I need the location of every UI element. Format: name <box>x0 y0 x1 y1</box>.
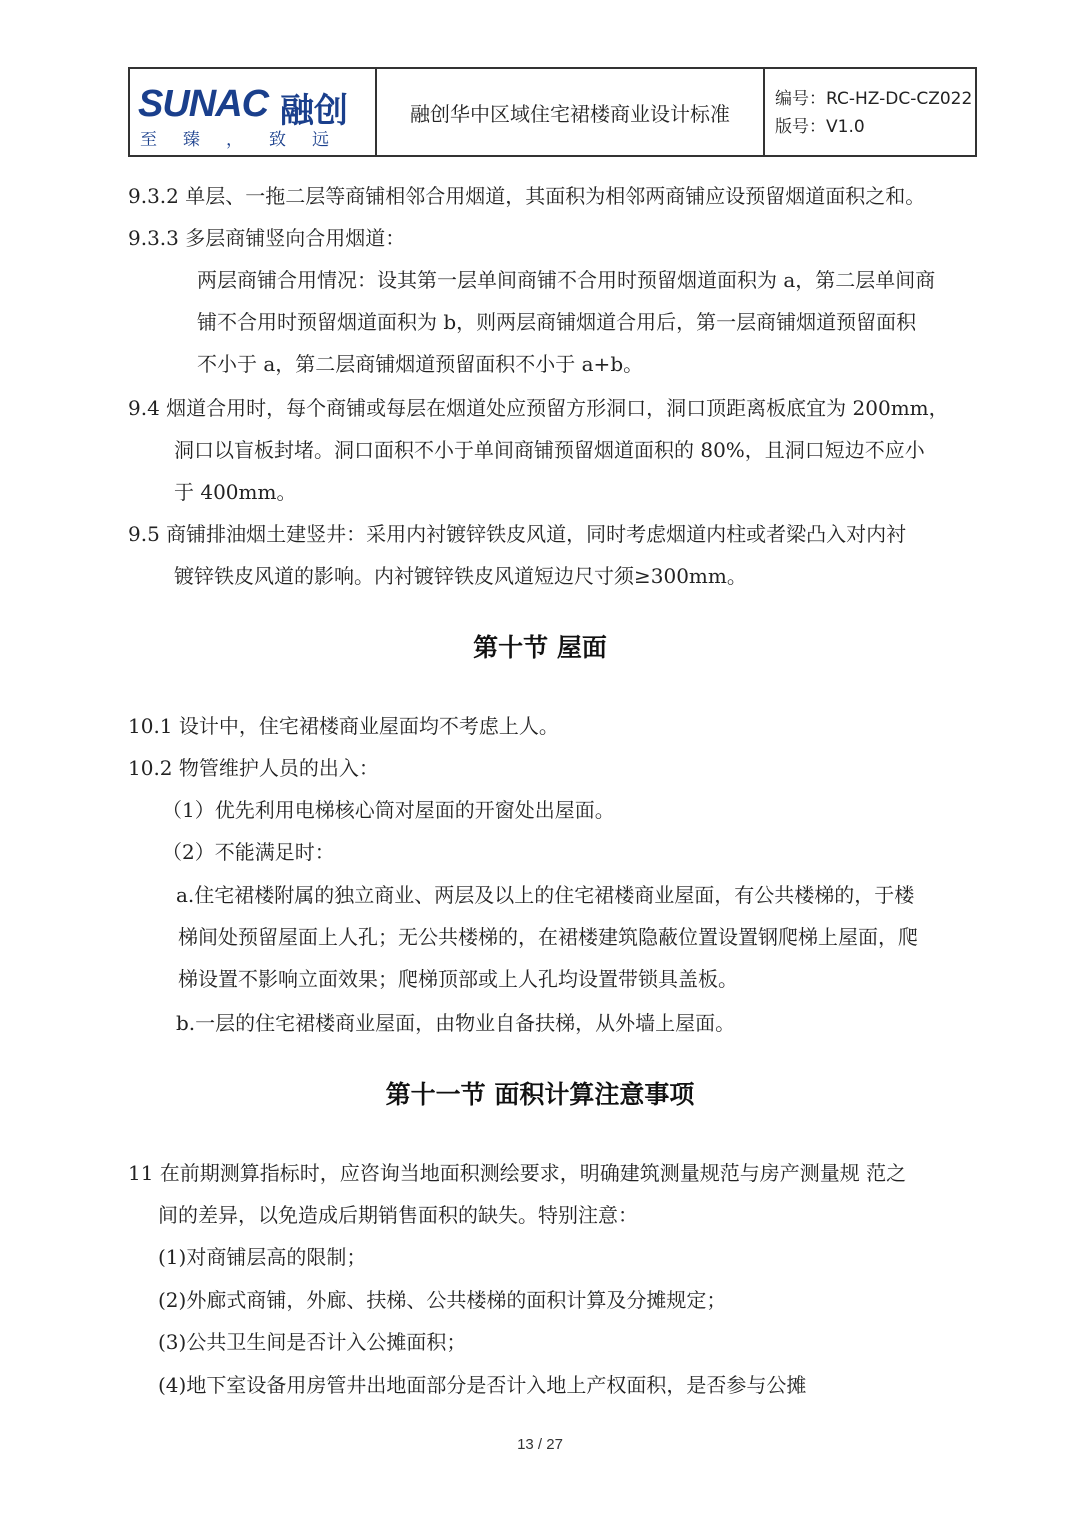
document-code-block <box>765 69 975 155</box>
paragraph-line: 梯设置不影响立面效果；爬梯顶部或上人孔均设置带锁具盖板。 <box>178 967 738 991</box>
clause-10-2: 10.2 物管维护人员的出入： <box>128 756 379 780</box>
clause-9-5: 9.5 商铺排油烟土建竖井：采用内衬镀锌铁皮风道，同时考虑烟道内柱或者梁凸入对内衬 <box>128 522 907 546</box>
paragraph-line: 不小于 a，第二层商铺烟道预留面积不小于 a+b。 <box>197 352 644 376</box>
list-item: (2)外廊式商铺，外廊、扶梯、公共楼梯的面积计算及分摊规定； <box>158 1288 727 1312</box>
logo-en: SUNAC <box>138 83 269 125</box>
paragraph-line: 铺不合用时预留烟道面积为 b，则两层商铺烟道合用后，第一层商铺烟道预留面积 <box>197 310 917 334</box>
paragraph-line: 洞口以盲板封堵。洞口面积不小于单间商铺预留烟道面积的 80%，且洞口短边不应小 <box>174 438 925 462</box>
page-number: 13 / 27 <box>517 1436 563 1453</box>
document-code: 编号：RC-HZ-DC-CZ022 <box>775 89 973 109</box>
clause-9-3-2: 9.3.2 单层、一拖二层等商铺相邻合用烟道，其面积为相邻两商铺应设预留烟道面积之和。 <box>128 184 926 208</box>
document-version: 版号：V1.0 <box>775 117 865 137</box>
list-item: (4)地下室设备用房管井出地面部分是否计入地上产权面积，是否参与公摊 <box>158 1373 807 1397</box>
clause-10-1: 10.1 设计中，住宅裙楼商业屋面均不考虑上人。 <box>128 714 559 738</box>
logo-slogan: 至臻，致远 <box>140 130 355 150</box>
paragraph-line: 于 400mm。 <box>174 480 297 504</box>
paragraph-line: 两层商铺合用情况：设其第一层单间商铺不合用时预留烟道面积为 a，第二层单间商 <box>197 268 936 292</box>
list-item: （1）优先利用电梯核心筒对屋面的开窗处出屋面。 <box>162 798 615 822</box>
clause-9-4: 9.4 烟道合用时，每个商铺或每层在烟道处应预留方形洞口，洞口顶距离板底宜为 200mm， <box>128 396 949 420</box>
paragraph-line: 镀锌铁皮风道的影响。内衬镀锌铁皮风道短边尺寸须≥300mm。 <box>174 564 747 588</box>
logo-cn: 融创 <box>280 91 348 131</box>
section-heading-10: 第十节 屋面 <box>473 633 607 662</box>
paragraph-line: a.住宅裙楼附属的独立商业、两层及以上的住宅裙楼商业屋面，有公共楼梯的，于楼 <box>176 883 915 907</box>
clause-11: 11 在前期测算指标时，应咨询当地面积测绘要求，明确建筑测量规范与房产测量规 范之 <box>128 1161 907 1185</box>
list-item: (3)公共卫生间是否计入公摊面积； <box>158 1330 467 1354</box>
document-title: 融创华中区域住宅裙楼商业设计标准 <box>377 69 765 155</box>
document-header <box>128 67 977 157</box>
paragraph-line: 梯间处预留屋面上人孔；无公共楼梯的，在裙楼建筑隐蔽位置设置钢爬梯上屋面，爬 <box>178 925 918 949</box>
list-item: （2）不能满足时： <box>162 840 335 864</box>
logo <box>130 69 377 155</box>
section-heading-11: 第十一节 面积计算注意事项 <box>385 1080 695 1109</box>
paragraph-line: 间的差异，以免造成后期销售面积的缺失。特别注意： <box>158 1203 638 1227</box>
list-item: (1)对商铺层高的限制； <box>158 1245 367 1269</box>
paragraph-line: b.一层的住宅裙楼商业屋面，由物业自备扶梯，从外墙上屋面。 <box>176 1011 736 1035</box>
clause-9-3-3: 9.3.3 多层商铺竖向合用烟道： <box>128 226 406 250</box>
